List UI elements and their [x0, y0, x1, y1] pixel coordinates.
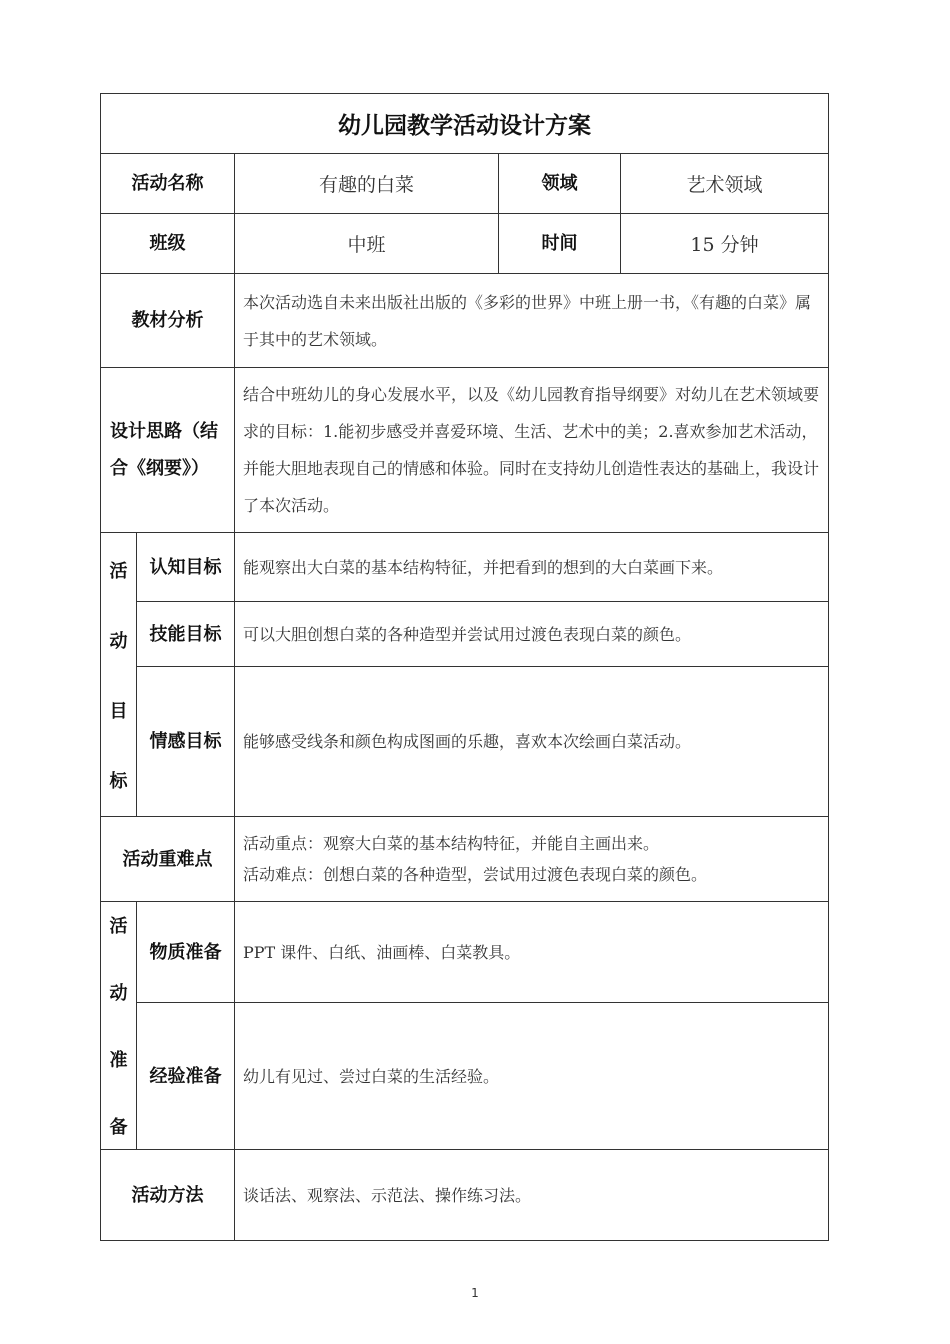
design-idea-value: 结合中班幼儿的身心发展水平，以及《幼儿园教育指导纲要》对幼儿在艺术领域要求的目标：1.能初步感受并喜爱环境、生活、艺术中的美；2.喜欢参加艺术活动，并能大胆地表现自己的情感和体验。同时在支持幼儿创造性表达的基础上，我设计了本次活动。: [235, 368, 829, 533]
activity-name-label: 活动名称: [101, 154, 235, 214]
preparation-char: 准: [109, 1050, 128, 1071]
preparation-char: 动: [109, 983, 128, 1004]
page-number: 1: [471, 1286, 479, 1300]
material-analysis-value: 本次活动选自未来出版社出版的《多彩的世界》中班上册一书，《有趣的白菜》属于其中的艺术领域。: [235, 274, 829, 368]
material-prep-value: PPT 课件、白纸、油画棒、白菜教具。: [235, 902, 829, 1003]
goals-group-label: [101, 533, 137, 817]
methods-label: 活动方法: [101, 1150, 235, 1241]
experience-prep-label: 经验准备: [137, 1003, 235, 1150]
time-label: 时间: [499, 214, 621, 274]
activity-name-value: 有趣的白菜: [235, 154, 499, 214]
goals-char: 活: [109, 560, 128, 582]
goals-char: 目: [109, 700, 128, 722]
methods-value: 谈话法、观察法、示范法、操作练习法。: [235, 1150, 829, 1241]
class-label: 班级: [101, 214, 235, 274]
cognitive-goal-label: 认知目标: [137, 533, 235, 602]
cognitive-goal-value: 能观察出大白菜的基本结构特征，并把看到的想到的大白菜画下来。: [235, 533, 829, 602]
time-value: 15 分钟: [621, 214, 829, 274]
key-points-label: 活动重难点: [101, 817, 235, 902]
lesson-plan-table: [100, 93, 829, 1241]
key-focus-text: 活动重点：观察大白菜的基本结构特征，并能自主画出来。: [243, 834, 660, 853]
preparation-group-label: [101, 902, 137, 1150]
preparation-char: 活: [109, 916, 128, 937]
material-prep-label: 物质准备: [137, 902, 235, 1003]
class-value: 中班: [235, 214, 499, 274]
design-idea-label: 设计思路（结合《纲要》）: [101, 368, 235, 533]
experience-prep-value: 幼儿有见过、尝过白菜的生活经验。: [235, 1003, 829, 1150]
emotion-goal-value: 能够感受线条和颜色构成图画的乐趣，喜欢本次绘画白菜活动。: [235, 667, 829, 817]
key-points-value: [235, 817, 829, 902]
domain-value: 艺术领域: [621, 154, 829, 214]
goals-char: 动: [109, 630, 128, 652]
skill-goal-value: 可以大胆创想白菜的各种造型并尝试用过渡色表现白菜的颜色。: [235, 602, 829, 667]
material-analysis-label: 教材分析: [101, 274, 235, 368]
domain-label: 领域: [499, 154, 621, 214]
skill-goal-label: 技能目标: [137, 602, 235, 667]
key-difficulty-text: 活动难点：创想白菜的各种造型，尝试用过渡色表现白菜的颜色。: [243, 865, 708, 884]
preparation-char: 备: [109, 1117, 128, 1138]
goals-char: 标: [109, 770, 128, 792]
emotion-goal-label: 情感目标: [137, 667, 235, 817]
document-title: 幼儿园教学活动设计方案: [101, 94, 829, 154]
